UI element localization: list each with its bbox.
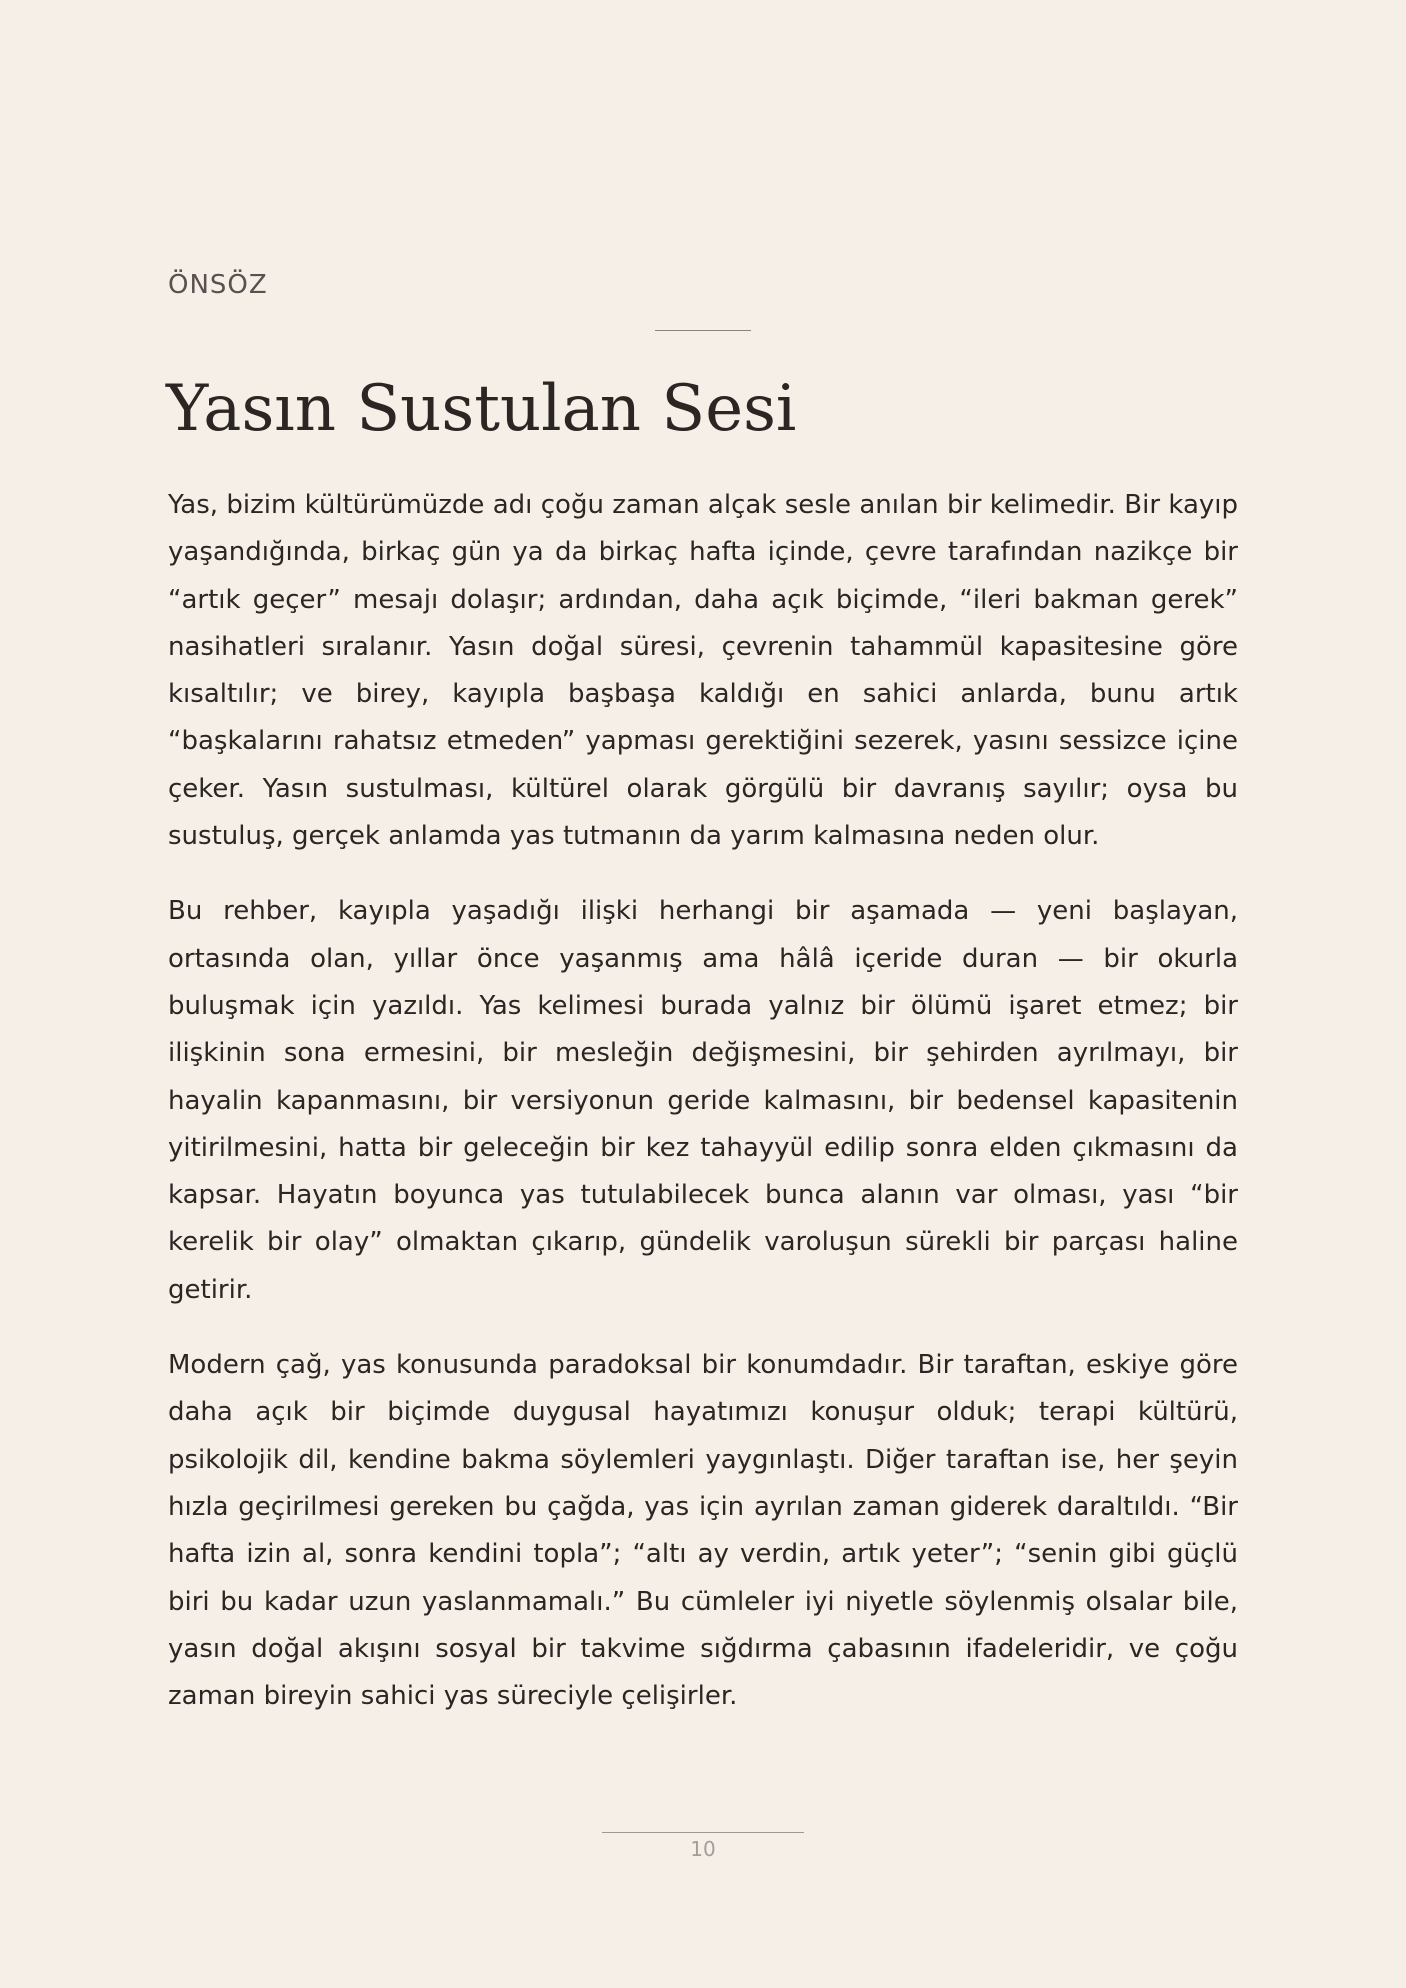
chapter-title: Yasın Sustulan Sesi bbox=[166, 372, 797, 446]
top-divider bbox=[655, 330, 751, 331]
paragraph-2: Bu rehber, kayıpla yaşadığı ilişki herhangi bir aşamada — yeni başlayan, ortasında olan, yıllar önce yaşanmış ama hâlâ içeride duran — bir okurla buluşmak için yazıldı. Yas kelimesi burada yalnız bir ölümü işaret etmez; bir ilişkinin sona ermesini, bir mesleğin değişmesini, bir şehirden ayrılmayı, bir hayalin kapanmasını, bir versiyonun geride kalmasını, bir bedensel kapasitenin yitirilmesini, hatta bir geleceğin bir kez tahayyül edilip sonra elden çıkmasını da kapsar. Hayatın boyunca yas tutulabilecek bunca alanın var olması, yası “bir kerelik bir olay” olmaktan çıkarıp, gündelik varoluşun sürekli bir parçası haline getirir. bbox=[168, 896, 1238, 1305]
body-text bbox=[168, 482, 1238, 1748]
section-label: ÖNSÖZ bbox=[168, 270, 268, 300]
paragraph-3: Modern çağ, yas konusunda paradoksal bir konumdadır. Bir taraftan, eskiye göre daha açık bir biçimde duygusal hayatımızı konuşur olduk; terapi kültürü, psikolojik dil, kendine bakma söylemleri yaygınlaştı. Diğer taraftan ise, her şeyin hızla geçirilmesi gereken bu çağda, yas için ayrılan zaman giderek daraltıldı. “Bir hafta izin al, sonra kendini topla”; “altı ay verdin, artık yeter”; “senin gibi güçlü biri bu kadar uzun yaslanmamalı.” Bu cümleler iyi niyetle söylenmiş olsalar bile, yasın doğal akışını sosyal bir takvime sığdırma çabasının ifadeleridir, ve çoğu zaman bireyin sahici yas süreciyle çelişirler. bbox=[168, 1350, 1238, 1712]
footer-divider bbox=[602, 1832, 804, 1833]
page-number: 10 bbox=[690, 1837, 716, 1861]
paragraph-1: Yas, bizim kültürümüzde adı çoğu zaman alçak sesle anılan bir kelimedir. Bir kayıp yaşandığında, birkaç gün ya da birkaç hafta içinde, çevre tarafından nazikçe bir “artık geçer” mesajı dolaşır; ardından, daha açık biçimde, “ileri bakman gerek” nasihatleri sıralanır. Yasın doğal süresi, çevrenin tahammül kapasitesine göre kısaltılır; ve birey, kayıpla başbaşa kaldığı en sahici anlarda, bunu artık “başkalarını rahatsız etmeden” yapması gerektiğini sezerek, yasını sessizce içine çeker. Yasın sustulması, kültürel olarak görgülü bir davranış sayılır; oysa bu sustuluş, gerçek anlamda yas tutmanın da yarım kalmasına neden olur. bbox=[168, 490, 1238, 852]
